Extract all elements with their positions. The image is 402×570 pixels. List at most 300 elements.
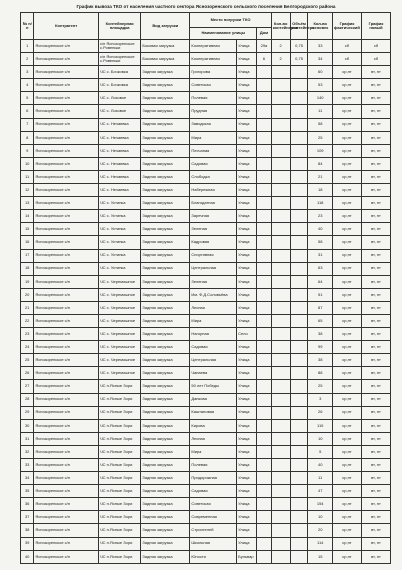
cell-loading-type: Задняя загрузка (141, 537, 190, 550)
cell-container-count (271, 170, 290, 183)
cell-schedule-new: вт, пт (361, 105, 390, 118)
table-row (21, 249, 391, 262)
cell-house (257, 105, 271, 118)
cell-schedule-fact: ср,пт (332, 262, 361, 275)
cell-people-count: 114 (308, 537, 333, 550)
cell-schedule-new: вт, пт (361, 170, 390, 183)
cell-street-kind: Улица (237, 498, 257, 511)
cell-house (257, 354, 271, 367)
cell-contractor: Яснозоренское с/п (34, 79, 99, 92)
cell-container-volume (290, 419, 308, 432)
cell-street: Мира (190, 314, 237, 327)
cell-contractor: Яснозоренское с/п (34, 393, 99, 406)
cell-contractor: Яснозоренское с/п (34, 301, 99, 314)
cell-container-count (271, 459, 290, 472)
table-row (21, 301, 391, 314)
cell-street: Советская (190, 79, 237, 92)
cell-street-kind: Улица (237, 79, 257, 92)
table-row (21, 197, 391, 210)
cell-street: Песчаная (190, 144, 237, 157)
cell-container-volume (290, 550, 308, 563)
cell-street-kind: Улица (237, 249, 257, 262)
cell-num: 5 (21, 92, 34, 105)
cell-street: Зеленая (190, 223, 237, 236)
cell-house (257, 275, 271, 288)
cell-loading-type: Задняя загрузка (141, 314, 190, 327)
table-row (21, 472, 391, 485)
cell-street: Заречная (190, 210, 237, 223)
cell-num: 30 (21, 419, 34, 432)
cell-house (257, 288, 271, 301)
cell-container-site: ЧС с. Черемошное (98, 367, 140, 380)
cell-schedule-new: вт, пт (361, 197, 390, 210)
cell-loading-type: Задняя загрузка (141, 262, 190, 275)
cell-contractor: Яснозоренское с/п (34, 485, 99, 498)
cell-street-kind: Улица (237, 210, 257, 223)
cell-street-kind: Улица (237, 393, 257, 406)
cell-loading-type: Задняя загрузка (141, 485, 190, 498)
cell-container-site: ЧС п.Ясные Зори (98, 432, 140, 445)
cell-loading-type: Задняя загрузка (141, 419, 190, 432)
cell-schedule-fact: ср,пт (332, 537, 361, 550)
cell-loading-type: Задняя загрузка (141, 288, 190, 301)
cell-container-count (271, 445, 290, 458)
cell-container-volume (290, 157, 308, 170)
cell-container-volume (290, 432, 308, 445)
cell-schedule-fact: ср,пт (332, 445, 361, 458)
cell-street-kind: Улица (237, 131, 257, 144)
cell-container-volume (290, 170, 308, 183)
cell-container-site: ЧС с. Нечаевка (98, 170, 140, 183)
cell-street-kind: Улица (237, 262, 257, 275)
cell-street-kind: Улица (237, 314, 257, 327)
cell-loading-type: Задняя загрузка (141, 223, 190, 236)
cell-container-count (271, 144, 290, 157)
cell-schedule-fact: ср,пт (332, 249, 361, 262)
cell-house (257, 485, 271, 498)
cell-num: 40 (21, 550, 34, 563)
cell-people-count: 38 (308, 354, 333, 367)
cell-house (257, 472, 271, 485)
table-row (21, 236, 391, 249)
cell-street-kind: Улица (237, 445, 257, 458)
cell-contractor: Яснозоренское с/п (34, 341, 99, 354)
cell-people-count: 65 (308, 314, 333, 327)
table-row (21, 66, 391, 79)
cell-schedule-new: вт, пт (361, 184, 390, 197)
cell-street: Григорова (190, 66, 237, 79)
cell-schedule-new: вт, пт (361, 354, 390, 367)
cell-loading-type: Задняя загрузка (141, 498, 190, 511)
cell-contractor: Яснозоренское с/п (34, 472, 99, 485)
cell-num: 26 (21, 367, 34, 380)
cell-container-site: ЧС с. Устинка (98, 262, 140, 275)
cell-people-count: 119 (308, 419, 333, 432)
cell-people-count: 21 (308, 170, 333, 183)
cell-contractor: Яснозоренское с/п (34, 184, 99, 197)
table-row (21, 380, 391, 393)
cell-container-volume (290, 66, 308, 79)
cell-schedule-fact: ср,пт (332, 79, 361, 92)
cell-loading-type: Задняя загрузка (141, 249, 190, 262)
cell-loading-type: Задняя загрузка (141, 354, 190, 367)
cell-schedule-fact: ср,пт (332, 210, 361, 223)
cell-num: 22 (21, 314, 34, 327)
cell-contractor: Яснозоренское с/п (34, 197, 99, 210)
cell-street: Современная (190, 511, 237, 524)
cell-contractor: Яснозоренское с/п (34, 380, 99, 393)
cell-container-count (271, 79, 290, 92)
cell-schedule-new: вт, пт (361, 459, 390, 472)
cell-schedule-new: вт, пт (361, 314, 390, 327)
cell-container-volume (290, 197, 308, 210)
cell-container-site: ЧС п.Ясные Зори (98, 537, 140, 550)
cell-street-kind: Село (237, 328, 257, 341)
cell-container-volume (290, 498, 308, 511)
table-row (21, 92, 391, 105)
cell-loading-type: Задняя загрузка (141, 105, 190, 118)
header-schedule-fact: График фактический (332, 13, 361, 40)
cell-schedule-fact: ср,пт (332, 118, 361, 131)
cell-loading-type: Задняя загрузка (141, 445, 190, 458)
cell-schedule-fact: ср,пт (332, 498, 361, 511)
header-schedule-new: График новый (361, 13, 390, 40)
cell-schedule-fact: сб (332, 53, 361, 66)
cell-contractor: Яснозоренское с/п (34, 144, 99, 157)
cell-schedule-new: вт, пт (361, 445, 390, 458)
cell-people-count: 51 (308, 288, 333, 301)
cell-schedule-new: сб (361, 53, 390, 66)
cell-house (257, 249, 271, 262)
cell-schedule-new: вт, пт (361, 288, 390, 301)
table-row (21, 524, 391, 537)
cell-loading-type: Задняя загрузка (141, 301, 190, 314)
cell-container-volume (290, 223, 308, 236)
cell-contractor: Яснозоренское с/п (34, 236, 99, 249)
cell-contractor: Яснозоренское с/п (34, 210, 99, 223)
cell-house (257, 144, 271, 157)
cell-container-count (271, 354, 290, 367)
cell-container-volume (290, 524, 308, 537)
cell-loading-type: Задняя загрузка (141, 197, 190, 210)
cell-container-volume (290, 380, 308, 393)
cell-people-count: 47 (308, 485, 333, 498)
cell-schedule-new: вт, пт (361, 511, 390, 524)
cell-street-kind: Улица (237, 472, 257, 485)
cell-container-count (271, 485, 290, 498)
cell-street-kind: Улица (237, 236, 257, 249)
cell-container-count (271, 367, 290, 380)
cell-contractor: Яснозоренское с/п (34, 328, 99, 341)
cell-house: 29а (257, 40, 271, 53)
cell-container-volume (290, 79, 308, 92)
cell-people-count: 53 (308, 79, 333, 92)
cell-street: Нагорная (190, 328, 237, 341)
cell-street-kind: Улица (237, 144, 257, 157)
cell-contractor: Яснозоренское с/п (34, 249, 99, 262)
cell-loading-type: Задняя загрузка (141, 236, 190, 249)
cell-loading-type: Задняя загрузка (141, 328, 190, 341)
cell-schedule-new: вт, пт (361, 262, 390, 275)
cell-people-count: 15 (308, 550, 333, 563)
table-row (21, 328, 391, 341)
cell-contractor: Яснозоренское с/п (34, 459, 99, 472)
cell-container-site: ЧС п.Ясные Зори (98, 406, 140, 419)
table-row (21, 393, 391, 406)
header-container-site: Контейнерная площадка (98, 13, 140, 40)
cell-contractor: Яснозоренское с/п (34, 511, 99, 524)
cell-num: 6 (21, 105, 34, 118)
cell-schedule-new: вт, пт (361, 419, 390, 432)
cell-schedule-fact: ср,пт (332, 459, 361, 472)
cell-num: 35 (21, 485, 34, 498)
table-row (21, 157, 391, 170)
cell-house (257, 131, 271, 144)
cell-schedule-new: сб (361, 40, 390, 53)
cell-street-kind: Улица (237, 341, 257, 354)
cell-people-count: 3 (308, 393, 333, 406)
cell-container-site: ЧС с. Черемошное (98, 341, 140, 354)
cell-num: 19 (21, 275, 34, 288)
cell-house (257, 341, 271, 354)
cell-container-count (271, 524, 290, 537)
cell-house (257, 524, 271, 537)
cell-street: Спортивная (190, 249, 237, 262)
cell-schedule-new: вт, пт (361, 485, 390, 498)
cell-street-kind: Улица (237, 223, 257, 236)
cell-street: Зеленая (190, 275, 237, 288)
cell-contractor: Яснозоренское с/п (34, 275, 99, 288)
cell-contractor: Яснозоренское с/п (34, 419, 99, 432)
cell-container-site: ЧС п.Ясные Зори (98, 445, 140, 458)
cell-container-volume (290, 393, 308, 406)
cell-contractor: Яснозоренское с/п (34, 367, 99, 380)
cell-street-kind: Улица (237, 524, 257, 537)
table-row (21, 485, 391, 498)
cell-schedule-new: вт, пт (361, 393, 390, 406)
cell-street: Центральная (190, 354, 237, 367)
cell-people-count: 118 (308, 197, 333, 210)
cell-schedule-fact: ср,пт (332, 393, 361, 406)
cell-people-count: 84 (308, 157, 333, 170)
cell-house (257, 445, 271, 458)
cell-container-site: ЧС п.Ясные Зори (98, 472, 140, 485)
cell-num: 13 (21, 197, 34, 210)
cell-schedule-fact: ср,пт (332, 314, 361, 327)
cell-container-site: ЧС п.Ясные Зори (98, 419, 140, 432)
header-loading-type: Вид загрузки (141, 13, 190, 40)
cell-container-count (271, 419, 290, 432)
cell-num: 4 (21, 79, 34, 92)
cell-num: 14 (21, 210, 34, 223)
table-row (21, 184, 391, 197)
cell-house (257, 223, 271, 236)
cell-container-site: ЧС с. Нечаевка (98, 157, 140, 170)
cell-container-count (271, 131, 290, 144)
cell-street: Школьная (190, 537, 237, 550)
cell-house (257, 184, 271, 197)
cell-container-count (271, 66, 290, 79)
cell-contractor: Яснозоренское с/п (34, 53, 99, 66)
cell-street: Кирова (190, 419, 237, 432)
cell-schedule-new: вт, пт (361, 341, 390, 354)
cell-loading-type: Задняя загрузка (141, 170, 190, 183)
cell-contractor: Яснозоренское с/п (34, 524, 99, 537)
cell-loading-type: Задняя загрузка (141, 210, 190, 223)
cell-num: 20 (21, 288, 34, 301)
cell-contractor: Яснозоренское с/п (34, 314, 99, 327)
table-row (21, 53, 391, 66)
table-row (21, 118, 391, 131)
cell-street-kind: Улица (237, 118, 257, 131)
cell-schedule-new: вт, пт (361, 157, 390, 170)
table-row (21, 354, 391, 367)
table-row (21, 406, 391, 419)
cell-schedule-fact: ср,пт (332, 275, 361, 288)
cell-street-kind: Улица (237, 459, 257, 472)
cell-loading-type: Задняя загрузка (141, 511, 190, 524)
cell-street: Юности (190, 550, 237, 563)
cell-container-count (271, 432, 290, 445)
table-row (21, 144, 391, 157)
cell-loading-type: Задняя загрузка (141, 472, 190, 485)
cell-schedule-new: вт, пт (361, 236, 390, 249)
cell-container-volume (290, 118, 308, 131)
table-row (21, 419, 391, 432)
cell-schedule-fact: ср,пт (332, 472, 361, 485)
cell-house (257, 550, 271, 563)
cell-schedule-new: вт, пт (361, 66, 390, 79)
cell-num: 25 (21, 354, 34, 367)
cell-container-site: ЧС с. Нечаевка (98, 184, 140, 197)
cell-street: Им. Ф.Д.Соловьёва (190, 288, 237, 301)
cell-num: 36 (21, 498, 34, 511)
cell-contractor: Яснозоренское с/п (34, 223, 99, 236)
cell-schedule-new: вт, пт (361, 223, 390, 236)
cell-street-kind: Улица (237, 406, 257, 419)
cell-container-count (271, 184, 290, 197)
cell-street-kind: Улица (237, 367, 257, 380)
cell-street-kind: Бульвар (237, 550, 257, 563)
cell-street-kind: Улица (237, 66, 257, 79)
schedule-table (20, 12, 391, 564)
cell-container-count (271, 92, 290, 105)
cell-container-count (271, 550, 290, 563)
cell-num: 18 (21, 262, 34, 275)
cell-people-count: 18 (308, 184, 333, 197)
table-row (21, 105, 391, 118)
cell-container-site: ЧС п.Ясные Зори (98, 498, 140, 511)
cell-people-count: 11 (308, 472, 333, 485)
cell-house (257, 66, 271, 79)
cell-container-volume (290, 184, 308, 197)
cell-num: 15 (21, 223, 34, 236)
cell-container-site: ЧС с. Бочковка (98, 66, 140, 79)
cell-container-volume (290, 445, 308, 458)
cell-schedule-new: вт, пт (361, 550, 390, 563)
table-row (21, 210, 391, 223)
cell-house (257, 432, 271, 445)
cell-schedule-fact: ср,пт (332, 432, 361, 445)
cell-street-kind: Улица (237, 432, 257, 445)
table-row (21, 170, 391, 183)
cell-container-count (271, 498, 290, 511)
cell-container-site: ЧС п.Ясные Зори (98, 550, 140, 563)
cell-container-site: ЧС с. Устинка (98, 236, 140, 249)
cell-container-count (271, 157, 290, 170)
cell-container-site: ЧС с. Устинка (98, 223, 140, 236)
cell-people-count: 23 (308, 210, 333, 223)
table-row (21, 314, 391, 327)
cell-people-count: 10 (308, 511, 333, 524)
cell-house (257, 157, 271, 170)
cell-schedule-fact: ср,пт (332, 144, 361, 157)
cell-container-volume (290, 249, 308, 262)
cell-people-count: 25 (308, 380, 333, 393)
cell-contractor: Яснозоренское с/п (34, 498, 99, 511)
cell-people-count: 11 (308, 105, 333, 118)
cell-container-volume (290, 354, 308, 367)
cell-house (257, 328, 271, 341)
cell-house (257, 498, 271, 511)
cell-container-count (271, 380, 290, 393)
cell-schedule-fact: ср,пт (332, 92, 361, 105)
cell-container-volume (290, 472, 308, 485)
cell-contractor: Яснозоренское с/п (34, 131, 99, 144)
cell-container-count (271, 118, 290, 131)
cell-people-count: 20 (308, 524, 333, 537)
cell-house (257, 459, 271, 472)
cell-loading-type: Задняя загрузка (141, 79, 190, 92)
cell-street-kind: Улица (237, 537, 257, 550)
cell-contractor: Яснозоренское с/п (34, 537, 99, 550)
cell-schedule-fact: ср,пт (332, 485, 361, 498)
table-row (21, 367, 391, 380)
cell-street-kind: Улица (237, 105, 257, 118)
cell-loading-type: Боковая загрузка (141, 40, 190, 53)
cell-schedule-new: вт, пт (361, 210, 390, 223)
cell-container-count (271, 314, 290, 327)
cell-loading-type: Боковая загрузка (141, 53, 190, 66)
cell-num: 12 (21, 184, 34, 197)
cell-street: Лесная (190, 301, 237, 314)
cell-loading-type: Задняя загрузка (141, 157, 190, 170)
cell-house (257, 236, 271, 249)
cell-container-count (271, 301, 290, 314)
cell-schedule-fact: ср,пт (332, 419, 361, 432)
cell-schedule-new: вт, пт (361, 498, 390, 511)
cell-street: Заводская (190, 118, 237, 131)
table-row (21, 40, 391, 53)
cell-schedule-fact: ср,пт (332, 197, 361, 210)
cell-contractor: Яснозоренское с/п (34, 445, 99, 458)
cell-schedule-new: вт, пт (361, 131, 390, 144)
cell-street: Набережная (190, 184, 237, 197)
cell-contractor: Яснозоренское с/п (34, 354, 99, 367)
cell-schedule-new: вт, пт (361, 79, 390, 92)
cell-container-site: ЧС п.Ясные Зори (98, 485, 140, 498)
cell-loading-type: Задняя загрузка (141, 406, 190, 419)
cell-street: Полевая (190, 92, 237, 105)
cell-street: Чапаева (190, 367, 237, 380)
cell-house (257, 367, 271, 380)
cell-num: 28 (21, 393, 34, 406)
cell-street: Кадровая (190, 236, 237, 249)
header-street-name: Наименование улицы (190, 28, 257, 40)
cell-house: 6 (257, 53, 271, 66)
cell-schedule-fact: ср,пт (332, 341, 361, 354)
cell-people-count: 25 (308, 131, 333, 144)
